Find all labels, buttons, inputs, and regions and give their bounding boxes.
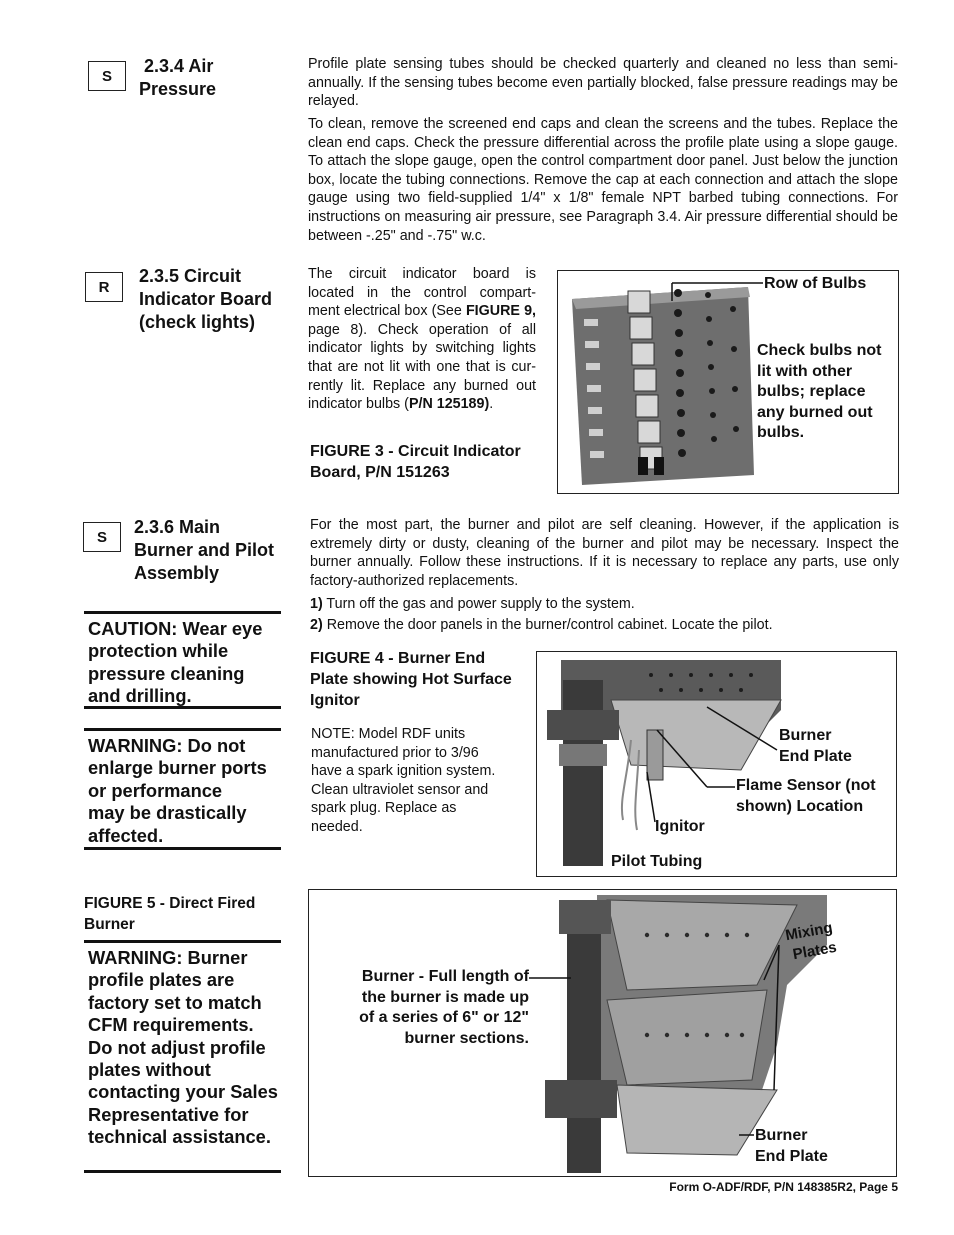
burner-full-length-label bbox=[321, 967, 529, 1049]
burner-paragraph: For the most part, the burner and pilot are self cleaning. However, if the application is extremely dirty or dusty, cleaning of the burner and pilot may be necessary. Inspect the burner annually. Follow these instructions. If it is necessary to replace any parts, use only factory-authorized replacements. bbox=[310, 517, 899, 589]
label-line: Burner bbox=[779, 727, 832, 744]
circuit-paragraph bbox=[308, 265, 536, 414]
notice-line: enlarge burner ports bbox=[88, 757, 267, 779]
section-title-circuit-indicator bbox=[139, 265, 272, 334]
ignitor-label: Ignitor bbox=[655, 818, 705, 835]
notice-line: may be drastically bbox=[88, 802, 247, 824]
step-text: Remove the door panels in the burner/control cabinet. Locate the pilot. bbox=[322, 617, 773, 633]
check-bulbs-label: Check bulbs not lit with other bulbs; replace any burned out bulbs. bbox=[757, 342, 882, 441]
row-of-bulbs-label: Row of Bulbs bbox=[764, 275, 867, 292]
air-paragraph-2: To clean, remove the screened end caps and clean the screens and the tubes. Replace the clean end caps. Check the pressure differential across the profile plate using a slope gauge. To attach the slope gauge, open the control compartment door panel. Just below the junction box, locate the tubing connections. Remove the cap at each connection and attach the slope gauge using two field-supplied 1/4" x 1/8" female NPT barbed tubing connections. For instructions on measuring air pressure, see Paragraph 3.4. Air pressure differential should be between -.25" and -.75" w.c. bbox=[308, 116, 898, 244]
figure-ref: FIGURE 9, bbox=[465, 303, 536, 320]
air-paragraph-1: Profile plate sensing tubes should be checked quarterly and cleaned no less than semi-annually. If the sensing tubes become even partially blocked, false pressure readings may be relayed. bbox=[308, 56, 898, 110]
step-number: 2) bbox=[310, 617, 323, 633]
service-badge-air: S bbox=[88, 61, 126, 91]
connector bbox=[638, 457, 648, 475]
step-number: 1) bbox=[310, 596, 323, 612]
burner-end-plate-label bbox=[755, 1126, 828, 1167]
figure3-box bbox=[557, 270, 899, 494]
label-line: Flame Sensor (not bbox=[736, 777, 876, 794]
label-line: Burner bbox=[755, 1127, 808, 1144]
mixing-plates-label bbox=[784, 918, 838, 966]
label-line: End Plate bbox=[779, 747, 852, 765]
label-line: burner sections. bbox=[404, 1029, 529, 1047]
section-title-line: Burner and Pilot bbox=[134, 540, 275, 560]
section-title-line: Assembly bbox=[134, 563, 220, 583]
part-number: P/N 125189) bbox=[408, 396, 490, 413]
burner-end-plate-label bbox=[779, 726, 852, 767]
burner-step-2 bbox=[310, 616, 899, 635]
figure4-caption: FIGURE 4 - Burner End Plate showing Hot Surface Ignitor bbox=[310, 650, 512, 709]
notice-line: or performance bbox=[88, 779, 223, 801]
caution-notice: CAUTION: Wear eye protection while pressure cleaning and drilling. bbox=[84, 611, 281, 709]
step-text: Turn off the gas and power supply to the system. bbox=[322, 596, 635, 612]
figure4-box bbox=[536, 651, 897, 877]
label-line: End Plate bbox=[755, 1147, 828, 1165]
circuit-board-photo bbox=[568, 279, 758, 489]
flame-sensor-label bbox=[736, 776, 876, 817]
label-line: the burner is made up bbox=[361, 988, 529, 1006]
label-line: Burner - Full length of bbox=[361, 968, 529, 985]
section-title-line: 2.3.4 Air bbox=[144, 56, 214, 76]
row-of-bulbs-pointer bbox=[668, 277, 768, 307]
figure3-caption: FIGURE 3 - Circuit Indicator Board, P/N 151263 bbox=[310, 443, 521, 481]
replace-badge-circuit: R bbox=[85, 272, 123, 302]
service-badge-burner: S bbox=[83, 522, 121, 552]
warning-notice-profile-plates: WARNING: Burner profile plates are factory set to match CFM requirements. Do not adjust profile plates without contacting your Sales Representative for technical assistance. bbox=[84, 940, 281, 1173]
text-run: page 8). Check operation of all indicator lights by switching lights that are not lit with one that is cur- rently lit. Replace any burned out indicator bulbs ( bbox=[308, 321, 536, 413]
page-footer: Form O-ADF/RDF, P/N 148385R2, Page 5 bbox=[669, 1180, 898, 1194]
label-line: Plates bbox=[791, 938, 838, 964]
label-line: Mixing bbox=[784, 919, 834, 945]
section-title-line: Indicator Board bbox=[139, 289, 273, 309]
text-run: The circuit indicator board is located in the control compart- ment electrical box (See bbox=[308, 266, 536, 320]
section-title-line: 2.3.6 Main bbox=[134, 517, 221, 537]
label-line: shown) Location bbox=[736, 797, 864, 815]
text-run: . bbox=[489, 396, 494, 413]
burner-step-1 bbox=[310, 595, 899, 614]
notice-line: WARNING: Do not bbox=[88, 735, 246, 756]
section-title-line: 2.3.5 Circuit bbox=[139, 266, 242, 286]
figure5-caption: FIGURE 5 - Direct Fired Burner bbox=[84, 895, 256, 933]
section-title-air-pressure bbox=[139, 55, 216, 101]
figure4-note: NOTE: Model RDF units manufactured prior to 3/96 have a spark ignition system. Clean ultraviolet sensor and spark plug. Replace as needed. bbox=[311, 726, 496, 835]
connector bbox=[654, 457, 664, 475]
section-title-burner-pilot bbox=[134, 516, 274, 585]
notice-line: affected. bbox=[88, 824, 164, 846]
figure5-box bbox=[308, 889, 897, 1177]
section-title-line: (check lights) bbox=[139, 312, 256, 332]
label-line: of a series of 6" or 12" bbox=[359, 1009, 529, 1026]
warning-notice-ports bbox=[84, 728, 281, 850]
section-title-line: Pressure bbox=[139, 79, 217, 99]
pilot-tubing-label: Pilot Tubing bbox=[611, 853, 703, 870]
